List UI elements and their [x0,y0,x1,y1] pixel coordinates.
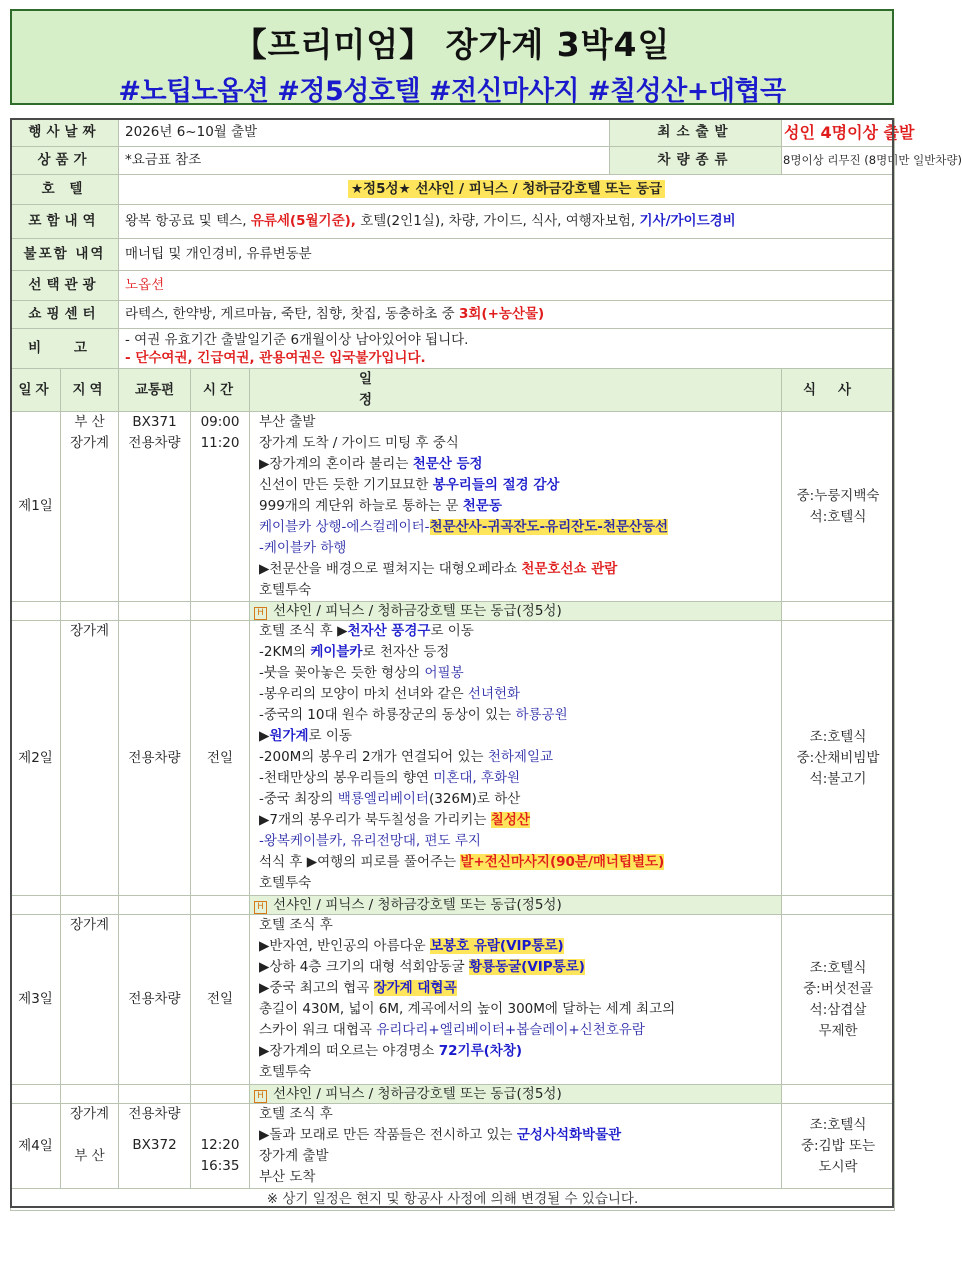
day2-highlight: 천자산 풍경구 [347,623,431,639]
title-banner [10,9,894,105]
note-label: 비 고 [11,329,119,369]
day2-highlight: 칠성산 [490,812,530,828]
day2-text: 로 천자산 등정 [362,644,450,660]
day2-highlight: 천하제일교 [487,749,554,765]
day1-line: 호텔투숙 [259,582,312,598]
day2-highlight: 케이블카 [310,644,363,660]
day-label-2: 제2일 [11,621,61,896]
day2-text: -봉우리의 모양이 마치 선녀와 같은 [259,686,468,702]
day4-meal-1: 조:호텔식 [809,1116,867,1133]
price-value: *요금표 참조 [119,147,610,175]
day1-line: -케이블카 하행 [259,540,347,556]
day2-text: 로 이동 [430,623,474,639]
day1-meal-1: 중:누룽지백숙 [796,487,880,504]
day3-meal-4: 무제한 [818,1022,858,1039]
col-transport: 교통편 [119,369,191,412]
day4-line: 장가계 출발 [259,1148,329,1164]
option-label: 선택관광 [11,271,119,301]
day-label-1: 제1일 [11,412,61,602]
day2-region: 장가계 [61,621,119,896]
day2-highlight: 선녀헌화 [467,686,521,702]
day2-text: ▶ [259,728,270,744]
day1-text: ▶장가계의 혼이라 불리는 [259,456,413,472]
day1-transport-1: BX371 [132,414,177,430]
day2-text: -중국 최장의 [259,791,338,807]
day2-line: -왕복케이블카, 유리전망대, 편도 루지 [259,833,481,849]
day1-text: 999개의 계단위 하늘로 통하는 문 [259,498,463,514]
day3-transport: 전용차량 [119,915,191,1085]
day1-transport-2: 전용차량 [128,435,181,451]
day1-text: 케이블카 상행-에스컬레이터- [259,519,430,535]
page-title: 【프리미엄】 장가계 3박4일 [233,25,671,64]
hotel-value: ★정5성★ 선샤인 / 피닉스 / 청하금강호텔 또는 동급 [348,180,665,198]
date-label: 행사날짜 [11,119,119,147]
hotel-h-icon: H [254,607,267,620]
price-label: 상품가 [11,147,119,175]
option-value: 노옵션 [119,271,895,301]
day2-text: -붓을 꽂아놓은 듯한 형상의 [259,665,425,681]
day2-meal-3: 석:불고기 [809,770,867,787]
day3-highlight: 72기루(차창) [438,1043,523,1059]
day1-region-2: 장가계 [69,435,110,451]
day1-meal-2: 석:호텔식 [809,508,867,525]
day1-highlight: 천문산사-귀곡잔도-유리잔도-천문산동선 [429,519,669,535]
day3-hotel-name: 선샤인 / 피닉스 / 청하금강호텔 또는 동급(정5성) [273,1086,562,1102]
day3-highlight: 황룡동굴(VIP통로) [468,959,585,975]
day3-highlight: 유리다리+엘리베이터+봅슬레이+신천호유람 [376,1022,645,1038]
date-value: 2026년 6~10월 출발 [119,119,610,147]
day4-transport-2: BX372 [132,1137,177,1153]
day4-region-1: 장가계 [69,1106,110,1122]
day2-text: -2KM의 [259,644,311,660]
day1-region-1: 부 산 [74,414,105,430]
day1-highlight: 천문산 등정 [412,456,483,472]
day3-text: ▶반자연, 반인공의 아름다운 [259,938,431,954]
day2-highlight: 원가계 [269,728,309,744]
day3-meal-2: 중:버섯전골 [803,980,873,997]
footer-note: ※ 상기 일정은 현지 및 항공사 사정에 의해 변경될 수 있습니다. [11,1189,895,1211]
day3-line: 호텔 조식 후 [259,917,333,933]
day1-time-1: 09:00 [200,414,240,430]
day4-highlight: 군성사석화박물관 [516,1127,622,1143]
day2-text: ▶7개의 봉우리가 북두칠성을 가리키는 [259,812,491,828]
day2-highlight: 백룡엘리베이터 [337,791,429,807]
day1-highlight: 천문동 [462,498,502,514]
note-line-2: - 단수여권, 긴급여권, 관용여권은 입국불가입니다. [125,349,426,366]
day2-text: -중국의 10대 원수 하룡장군의 동상이 있는 [259,707,516,723]
day1-line: 장가계 도착 / 가이드 미팅 후 중식 [259,435,459,451]
day1-text: ▶천문산을 배경으로 펼쳐지는 대형오페라쇼 [259,561,522,577]
excluded-label: 불포함 내역 [11,239,119,271]
min-value: 성인 4명이상 출발 [782,119,895,147]
shopping-count: 3회(+농산물) [458,306,545,322]
day2-highlight: 발+전신마사지(90분/매너팁별도) [460,854,665,870]
day4-text: ▶돌과 모래로 만든 작품들은 전시하고 있는 [259,1127,517,1143]
col-day: 일자 [11,369,61,412]
day3-text: ▶중국 최고의 협곡 [259,980,374,996]
day4-region-2: 부 산 [74,1148,105,1164]
day3-line: 총길이 430M, 넓이 6M, 계곡에서의 높이 300M에 달하는 세계 최고의 [259,1001,676,1017]
col-region: 지역 [61,369,119,412]
day2-time: 전일 [191,621,250,896]
day3-text: ▶상하 4층 크기의 대형 석회암동굴 [259,959,469,975]
day2-meal-2: 중:산채비빔밥 [796,749,880,766]
vehicle-value: 8명이상 리무진 (8명미만 일반차량) [782,147,895,175]
day2-highlight: 미혼대, 후화원 [433,770,521,786]
day2-text: 석식 후 ▶여행의 피로를 풀어주는 [259,854,461,870]
day1-hotel-name: 선샤인 / 피닉스 / 청하금강호텔 또는 동급(정5성) [273,603,562,619]
day3-text: 스카이 워크 대협곡 [259,1022,377,1038]
hotel-label: 호 텔 [11,175,119,205]
hotel-h-icon: H [254,1090,267,1103]
min-label: 최소출발 [610,119,782,147]
day4-line: 부산 도착 [259,1169,316,1185]
day4-meal-2: 중:김밥 또는 [800,1137,876,1154]
day4-line: 호텔 조식 후 [259,1106,333,1122]
day2-text: -200M의 봉우리 2개가 연결되어 있는 [259,749,488,765]
day3-meal-1: 조:호텔식 [809,959,867,976]
day1-line: 부산 출발 [259,414,316,430]
day3-region: 장가계 [61,915,119,1085]
day-label-4: 제4일 [11,1104,61,1189]
day3-highlight: 보봉호 유람(VIP통로) [430,938,564,954]
table-frame [10,118,894,1208]
day4-meal-3: 도시락 [818,1158,858,1175]
day2-line: 호텔투숙 [259,875,312,891]
day4-transport-1: 전용차량 [128,1106,181,1122]
day2-hotel-name: 선샤인 / 피닉스 / 청하금강호텔 또는 동급(정5성) [273,897,562,913]
day3-meal-3: 석:삼겹살 [809,1001,867,1018]
included-text-2: 호텔(2인1실), 차량, 가이드, 식사, 여행자보험, [355,213,640,229]
day2-transport: 전용차량 [119,621,191,896]
day4-time-2: 16:35 [200,1158,240,1174]
day4-time-1: 12:20 [200,1137,240,1153]
day2-highlight: 어필봉 [424,665,464,681]
col-time: 시간 [191,369,250,412]
day1-text: 신선이 만든 듯한 기기묘묘한 [259,477,433,493]
included-fuel: 유류세(5월기준), [250,213,356,229]
note-line-1: - 여권 유효기간 출발일기준 6개월이상 남아있어야 됩니다. [125,331,469,348]
vehicle-label: 차량종류 [610,147,782,175]
col-meal: 식사 [782,369,895,412]
day2-text: -천태만상의 봉우리들의 향연 [259,770,434,786]
day-label-3: 제3일 [11,915,61,1085]
day2-text: (326M)로 하산 [428,791,521,807]
included-label: 포함내역 [11,205,119,239]
day1-highlight: 봉우리들의 절경 감상 [432,477,560,493]
excluded-value: 매너팁 및 개인경비, 유류변동분 [119,239,895,271]
col-schedule: 일 정 [250,369,782,412]
day2-highlight: 하룡공원 [515,707,568,723]
day2-text: 호텔 조식 후 ▶ [259,623,348,639]
day3-highlight: 장가계 대협곡 [373,980,457,996]
shopping-text: 라텍스, 한약방, 게르마늄, 죽탄, 침향, 찻집, 동충하초 중 [125,306,459,322]
included-text-1: 왕복 항공료 및 텍스, [125,213,251,229]
day1-highlight: 천문호선쇼 관람 [521,561,618,577]
day3-time: 전일 [191,915,250,1085]
day3-line: 호텔투숙 [259,1064,312,1080]
day1-time-2: 11:20 [200,435,240,451]
day2-text: 로 이동 [308,728,352,744]
shopping-label: 쇼핑센터 [11,301,119,329]
page-tags: #노팁노옵션 #정5성호텔 #전신마사지 #칠성산+대협곡 [118,76,786,107]
day3-text: ▶장가계의 떠오르는 야경명소 [259,1043,439,1059]
included-guide-fee: 기사/가이드경비 [639,213,736,229]
hotel-h-icon: H [254,901,267,914]
day2-meal-1: 조:호텔식 [809,728,867,745]
